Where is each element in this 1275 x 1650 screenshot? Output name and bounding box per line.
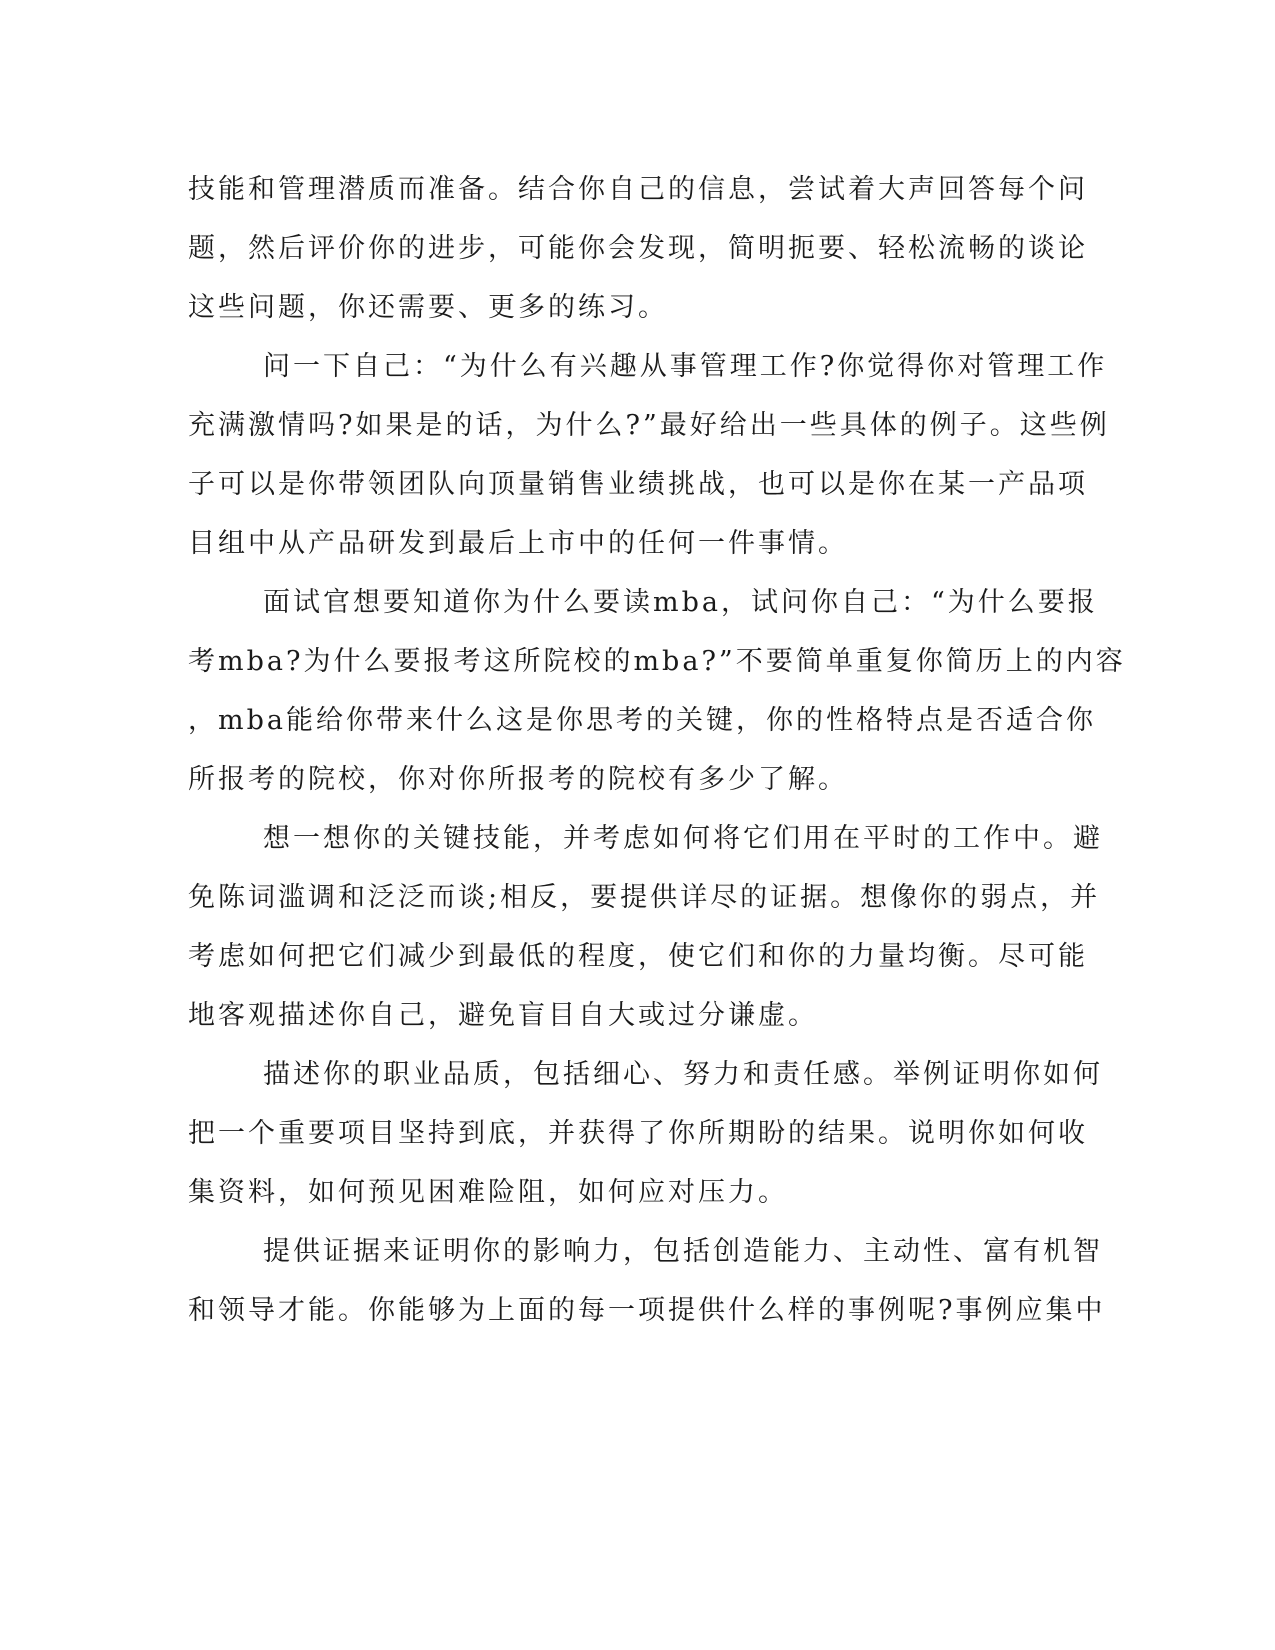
paragraph-1 (188, 160, 1088, 337)
text-line: 地客观描述你自己，避免盲目自大或过分谦虚。 (188, 1000, 818, 1031)
text-line: 题，然后评价你的进步，可能你会发现，简明扼要、轻松流畅的谈论 (188, 233, 1088, 264)
text-line: ，mba能给你带来什么这是你思考的关键，你的性格特点是否适合你 (188, 705, 1096, 736)
paragraph-3 (188, 573, 1126, 809)
paragraph-6 (188, 1222, 1106, 1340)
text-line: 技能和管理潜质而准备。结合你自己的信息，尝试着大声回答每个问 (188, 174, 1088, 205)
text-line: 和领导才能。你能够为上面的每一项提供什么样的事例呢?事例应集中 (188, 1295, 1106, 1326)
text-line: 子可以是你带领团队向顶量销售业绩挑战，也可以是你在某一产品项 (188, 469, 1088, 500)
text-line: 把一个重要项目坚持到底，并获得了你所期盼的结果。说明你如何收 (188, 1118, 1088, 1149)
text-line: 描述你的职业品质，包括细心、努力和责任感。举例证明你如何 (263, 1059, 1103, 1090)
text-line: 考虑如何把它们减少到最低的程度，使它们和你的力量均衡。尽可能 (188, 941, 1088, 972)
text-line: 所报考的院校，你对你所报考的院校有多少了解。 (188, 764, 848, 795)
text-line: 想一想你的关键技能，并考虑如何将它们用在平时的工作中。避 (263, 823, 1103, 854)
text-line: 免陈词滥调和泛泛而谈;相反，要提供详尽的证据。想像你的弱点，并 (188, 882, 1101, 913)
text-line: 面试官想要知道你为什么要读mba，试问你自己：“为什么要报 (263, 587, 1098, 618)
paragraph-2 (188, 337, 1110, 573)
text-line: 提供证据来证明你的影响力，包括创造能力、主动性、富有机智 (263, 1236, 1103, 1267)
paragraph-4 (188, 809, 1103, 1045)
text-line: 问一下自己：“为什么有兴趣从事管理工作?你觉得你对管理工作 (263, 351, 1108, 382)
text-line: 充满激情吗?如果是的话，为什么?”最好给出一些具体的例子。这些例 (188, 410, 1110, 441)
paragraph-5 (188, 1045, 1103, 1222)
body-text (188, 160, 1126, 1340)
text-line: 考mba?为什么要报考这所院校的mba?”不要简单重复你简历上的内容 (188, 646, 1126, 677)
text-line: 目组中从产品研发到最后上市中的任何一件事情。 (188, 528, 848, 559)
text-line: 这些问题，你还需要、更多的练习。 (188, 292, 668, 323)
text-line: 集资料，如何预见困难险阻，如何应对压力。 (188, 1177, 788, 1208)
